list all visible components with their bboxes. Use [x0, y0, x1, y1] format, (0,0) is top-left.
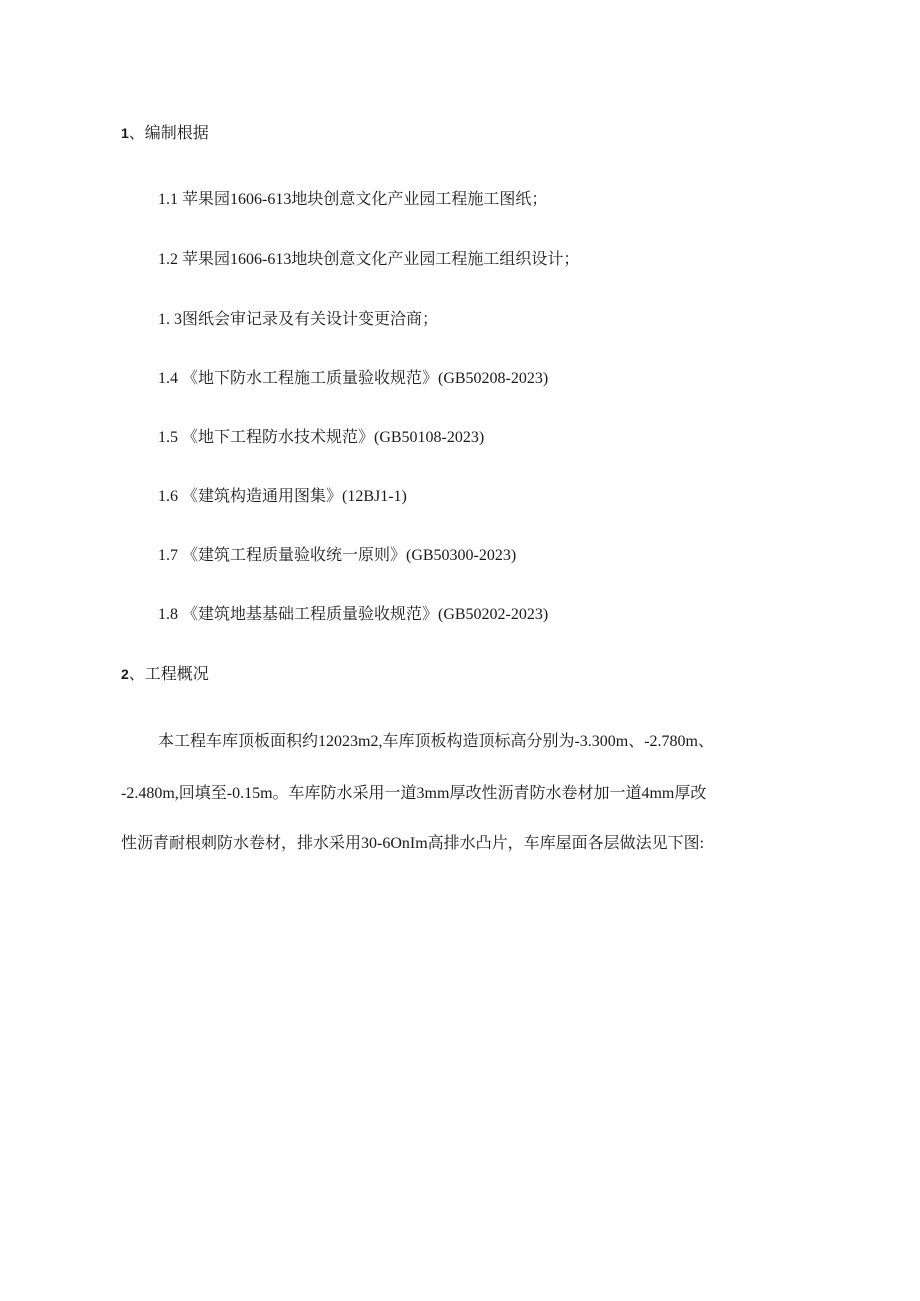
basis-item: 1.2 苹果园1606-613地块创意文化产业园工程施工组织设计； — [158, 251, 580, 268]
basis-item: 1.6 《建筑构造通用图集》(12BJ1-1) — [158, 488, 407, 505]
basis-item: 1.8 《建筑地基基础工程质量验收规范》(GB50202-2023) — [158, 606, 549, 623]
basis-item: 1. 3图纸会审记录及有关设计变更洽商； — [158, 311, 439, 328]
basis-item: 1.1 苹果园1606-613地块创意文化产业园工程施工图纸； — [158, 191, 548, 208]
overview-line: 性沥青耐根刺防水卷材，排水采用30-6OnIm高排水凸片，车库屋面各层做法见下图: — [121, 835, 705, 852]
section-1-heading — [121, 123, 209, 144]
section-1-title: 、编制根据 — [128, 125, 209, 142]
section-2-number: 2 — [121, 666, 129, 682]
overview-line: -2.480m,回填至-0.15m。车库防水采用一道3mm厚改性沥青防水卷材加一道4mm厚改 — [121, 785, 707, 802]
section-2-title: 、工程概况 — [128, 666, 209, 683]
section-2-heading — [121, 664, 209, 685]
basis-item: 1.7 《建筑工程质量验收统一原则》(GB50300-2023) — [158, 547, 517, 564]
basis-item: 1.4 《地下防水工程施工质量验收规范》(GB50208-2023) — [158, 370, 549, 387]
section-1-number: 1 — [121, 125, 129, 141]
overview-line: 本工程车库顶板面积约12023m2,车库顶板构造顶标高分别为-3.300m、-2.780m、 — [158, 733, 714, 750]
basis-item: 1.5 《地下工程防水技术规范》(GB50108-2023) — [158, 429, 485, 446]
